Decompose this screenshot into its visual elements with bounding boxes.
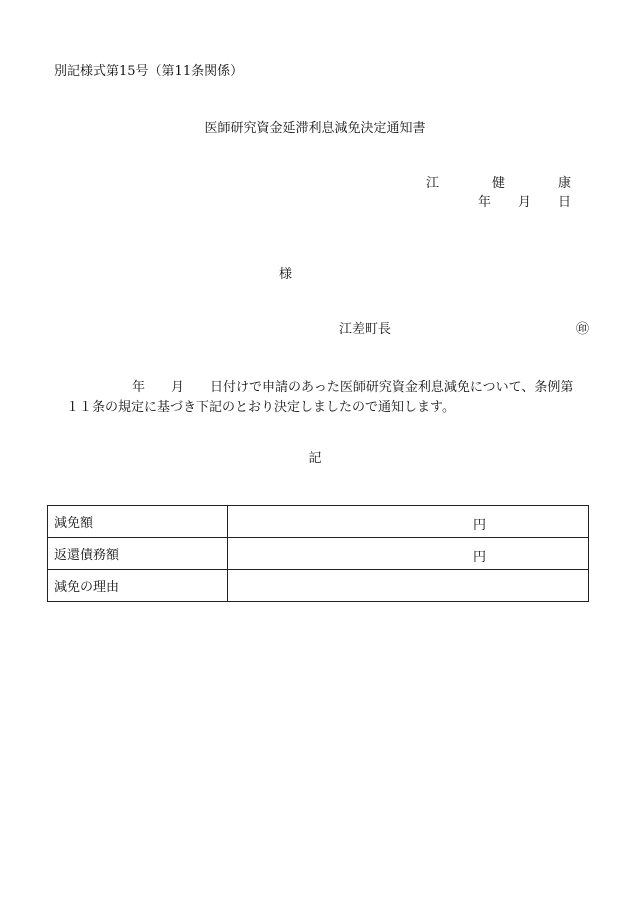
body-line-1: 年 月 日付けで申請のあった医師研究資金利息減免について、条例第 xyxy=(132,380,574,395)
reference-char-1: 江 xyxy=(426,176,440,191)
date-day-label: 日 xyxy=(558,195,572,210)
reference-char-2: 健 xyxy=(492,176,506,191)
table-row xyxy=(48,506,589,538)
issuer-name: 江差町長 xyxy=(339,322,392,337)
date-year-label: 年 xyxy=(478,195,492,210)
date-month-label: 月 xyxy=(518,195,532,210)
seal-mark: ㊞ xyxy=(576,322,590,337)
form-number: 別記様式第15号（第11条関係） xyxy=(54,64,244,79)
body-text xyxy=(54,378,594,418)
document-title: 医師研究資金延滞利息減免決定通知書 xyxy=(204,121,426,136)
row-label: 返還債務額 xyxy=(48,538,228,570)
reference-char-3: 康 xyxy=(558,176,572,191)
ki-heading: 記 xyxy=(308,451,322,466)
unit-label: 円 xyxy=(473,550,487,565)
table-row xyxy=(48,570,589,602)
detail-table xyxy=(47,505,589,602)
row-label: 減免の理由 xyxy=(48,570,228,602)
row-value xyxy=(228,538,589,570)
table-row xyxy=(48,538,589,570)
row-label: 減免額 xyxy=(48,506,228,538)
addressee-suffix: 様 xyxy=(279,267,293,282)
row-value xyxy=(228,506,589,538)
row-value xyxy=(228,570,589,602)
unit-label: 円 xyxy=(473,518,487,533)
body-line-2: １１条の規定に基づき下記のとおり決定しましたので通知します。 xyxy=(66,400,455,415)
